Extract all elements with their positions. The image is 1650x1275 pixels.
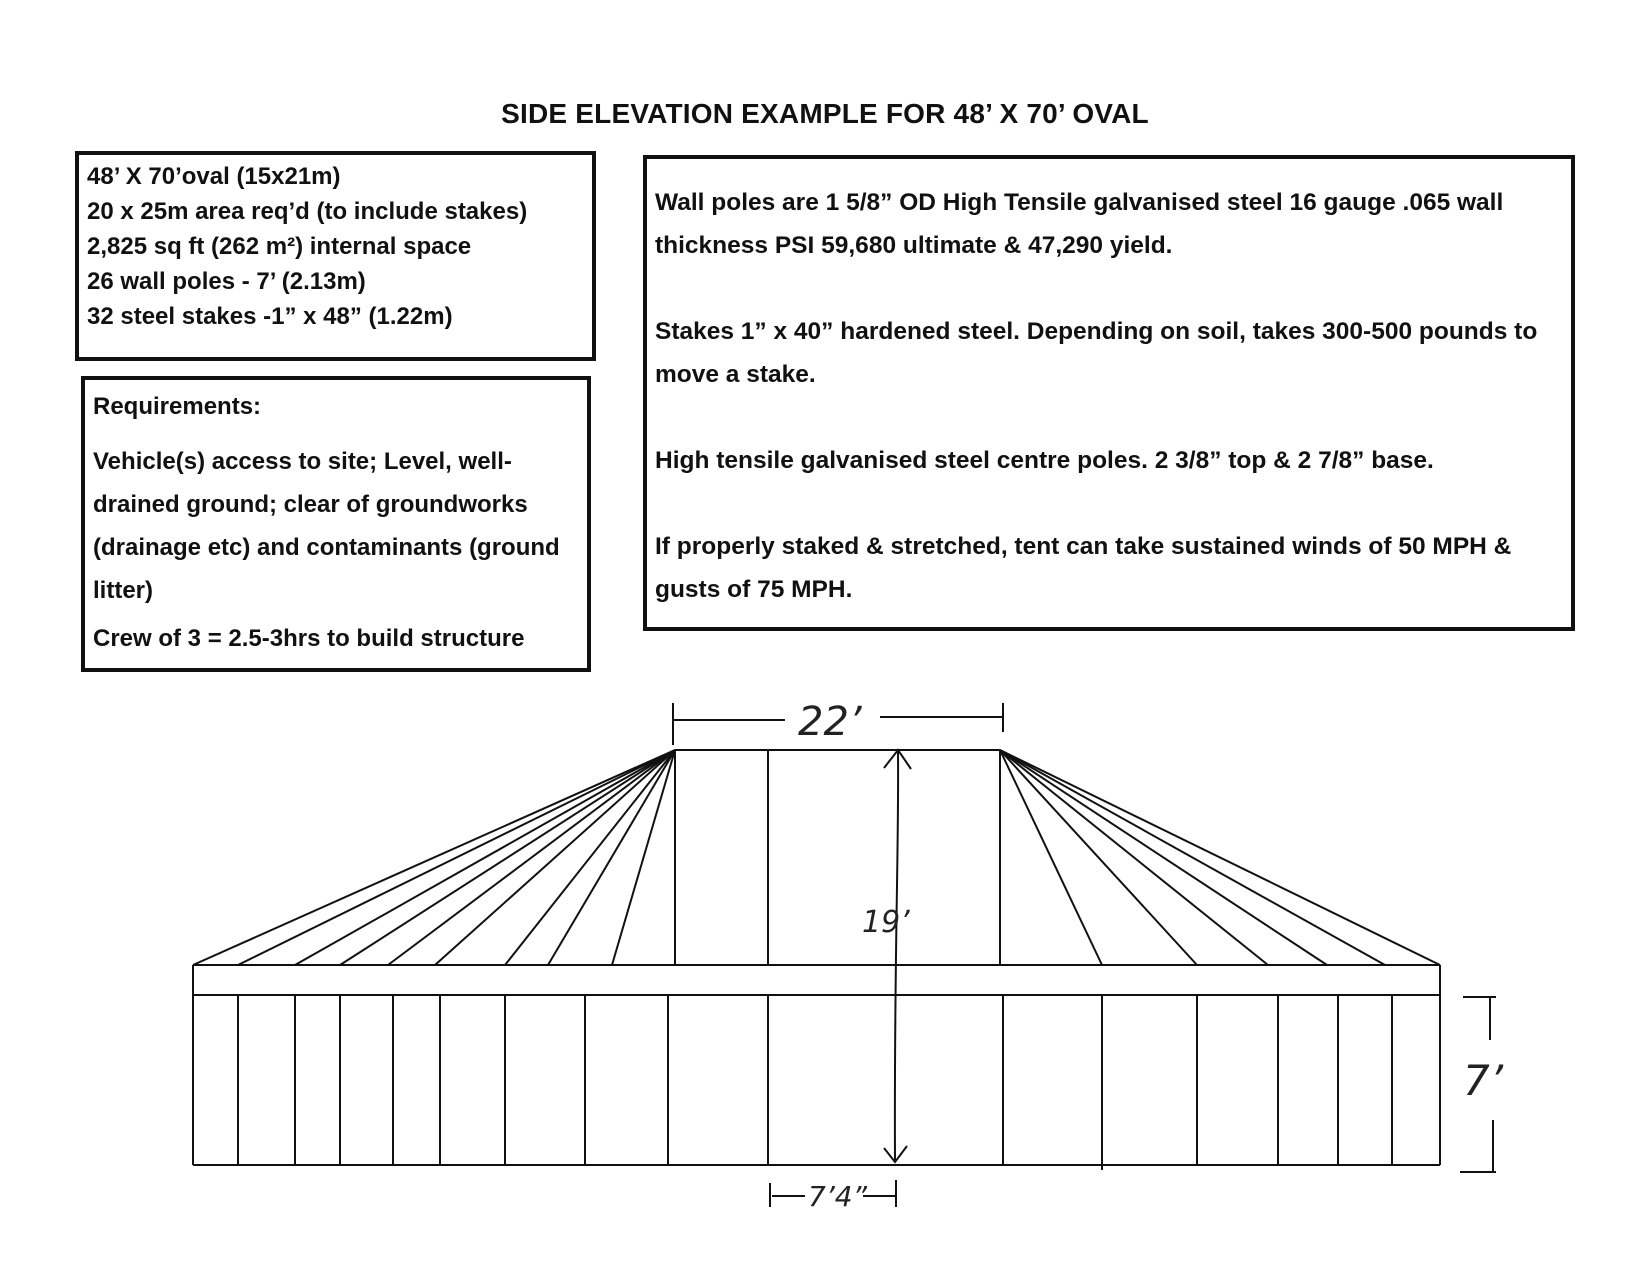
- wall-poles: [238, 995, 1392, 1170]
- spec-line: 48’ X 70’oval (15x21m): [87, 163, 341, 190]
- left-roof-fan: [193, 750, 675, 965]
- roof-seam: [340, 750, 675, 965]
- roof-seam: [612, 750, 675, 965]
- roof-seam: [1000, 750, 1268, 965]
- roof-seam: [1000, 750, 1440, 965]
- center-height-label: 19’: [862, 905, 910, 940]
- roof-seam: [193, 750, 675, 965]
- center-height-arrow: [895, 752, 898, 1160]
- roof-seam: [1000, 750, 1327, 965]
- roof-seam: [1000, 750, 1102, 965]
- roof-seam: [238, 750, 675, 965]
- spec-line: 26 wall poles - 7’ (2.13m): [87, 268, 366, 295]
- page-title: SIDE ELEVATION EXAMPLE FOR 48’ X 70’ OVAL: [501, 98, 1149, 129]
- requirements-body: Vehicle(s) access to site; Level, well-drained ground; clear of groundworks (drainage etc) and contaminants (ground litter): [93, 448, 560, 604]
- note-centre-poles: High tensile galvanised steel centre poles. 2 3/8” top & 2 7/8” base.: [655, 447, 1434, 474]
- requirements-heading: Requirements:: [93, 393, 262, 420]
- requirements-crew: Crew of 3 = 2.5-3hrs to build structure: [93, 625, 525, 652]
- roof-seam: [435, 750, 675, 965]
- note-wall-poles: Wall poles are 1 5/8” OD High Tensile galvanised steel 16 gauge .065 wall thickness PSI 59,680 ultimate & 47,290 yield.: [655, 189, 1504, 259]
- roof-seam: [1000, 750, 1385, 965]
- right-roof-fan: [1000, 750, 1440, 965]
- wall-spacing-label: 7’4”: [808, 1180, 868, 1213]
- spec-line: 32 steel stakes -1” x 48” (1.22m): [87, 303, 453, 330]
- note-wind: If properly staked & stretched, tent can take sustained winds of 50 MPH & gusts of 75 MPH.: [655, 533, 1512, 603]
- top-width-label: 22’: [798, 699, 862, 745]
- spec-line: 20 x 25m area req’d (to include stakes): [87, 198, 528, 225]
- wall-height-label: 7’: [1463, 1056, 1504, 1105]
- spec-line: 2,825 sq ft (262 m²) internal space: [87, 233, 472, 260]
- roof-seam: [295, 750, 675, 965]
- note-stakes: Stakes 1” x 40” hardened steel. Depending on soil, takes 300-500 pounds to move a stake.: [655, 318, 1538, 388]
- roof-seam: [1000, 750, 1197, 965]
